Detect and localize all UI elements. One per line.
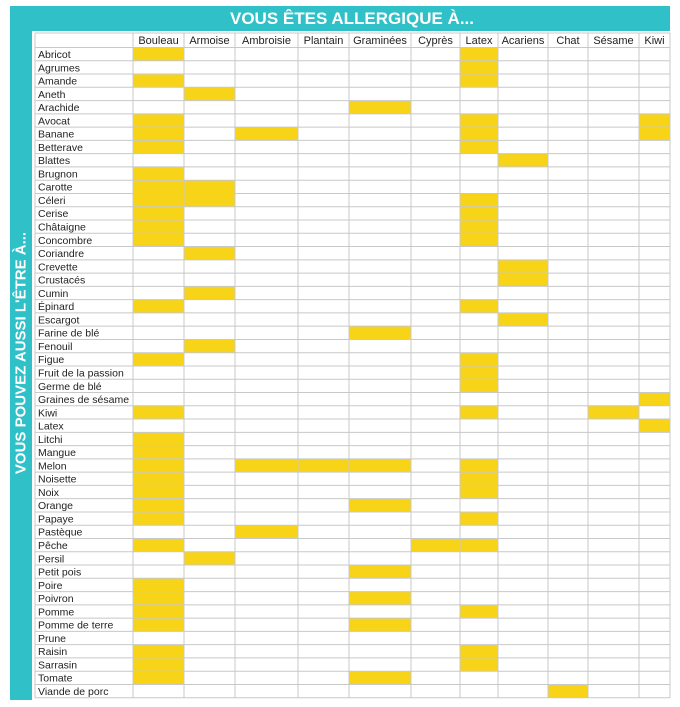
highlight-cell <box>460 645 498 658</box>
highlight-cell <box>235 525 298 538</box>
row-label: Farine de blé <box>38 327 100 340</box>
highlight-cell <box>133 485 184 498</box>
highlight-cell <box>133 618 184 631</box>
highlight-cell <box>498 313 548 326</box>
row-label: Amande <box>38 75 78 88</box>
row-label: Avocat <box>38 115 70 128</box>
highlight-cell <box>460 220 498 233</box>
row-label: Crevette <box>38 261 78 274</box>
highlight-cell <box>133 459 184 472</box>
row-label: Crustacés <box>38 274 86 287</box>
highlight-cell <box>133 233 184 246</box>
side-title: VOUS POUVEZ AUSSI L'ÊTRE À... <box>12 231 30 475</box>
highlight-cell <box>235 459 298 472</box>
column-header: Armoise <box>189 35 230 47</box>
column-header: Plantain <box>303 35 344 47</box>
highlight-cell <box>460 538 498 551</box>
row-label: Épinard <box>38 301 75 314</box>
highlight-cell <box>411 538 460 551</box>
highlight-cell <box>133 48 184 61</box>
row-label: Pomme <box>38 606 75 619</box>
highlight-cell <box>184 552 235 565</box>
highlight-cell <box>460 406 498 419</box>
highlight-cell <box>460 485 498 498</box>
highlight-cell <box>133 446 184 459</box>
row-label: Agrumes <box>38 62 81 75</box>
highlight-cell <box>133 671 184 684</box>
row-label: Litchi <box>38 433 63 446</box>
highlight-cell <box>460 512 498 525</box>
highlight-cell <box>184 247 235 260</box>
highlight-cell <box>349 101 411 114</box>
highlight-cell <box>349 618 411 631</box>
highlight-cell <box>349 671 411 684</box>
table-title: VOUS ÊTES ALLERGIQUE À... <box>229 9 474 28</box>
column-header: Acariens <box>501 35 545 47</box>
highlight-cell <box>133 140 184 153</box>
row-label: Châtaigne <box>38 221 86 234</box>
highlight-cell <box>133 180 184 193</box>
highlight-cell <box>460 74 498 87</box>
row-label: Prune <box>38 632 67 645</box>
row-label: Arachide <box>38 102 80 115</box>
highlight-cell <box>460 193 498 206</box>
highlight-cell <box>548 684 588 697</box>
highlight-cell <box>133 300 184 313</box>
row-label: Pêche <box>38 539 68 552</box>
highlight-cell <box>349 565 411 578</box>
row-label: Céleri <box>38 194 66 207</box>
highlight-cell <box>349 459 411 472</box>
row-label: Latex <box>38 420 64 433</box>
row-label: Pastèque <box>38 526 83 539</box>
row-label: Sarrasin <box>38 659 78 672</box>
highlight-cell <box>133 114 184 127</box>
highlight-cell <box>133 512 184 525</box>
row-label: Cumin <box>38 287 69 300</box>
row-label: Escargot <box>38 314 80 327</box>
highlight-cell <box>184 339 235 352</box>
highlight-cell <box>133 207 184 220</box>
highlight-cell <box>133 353 184 366</box>
highlight-cell <box>133 645 184 658</box>
highlight-cell <box>460 379 498 392</box>
row-label: Pomme de terre <box>38 619 114 632</box>
highlight-cell <box>133 499 184 512</box>
column-header: Latex <box>465 35 493 47</box>
highlight-cell <box>639 419 670 432</box>
column-header: Bouleau <box>138 35 179 47</box>
highlight-cell <box>133 406 184 419</box>
row-label: Fruit de la passion <box>38 367 124 380</box>
row-label: Concombre <box>38 234 93 247</box>
column-header: Kiwi <box>644 35 665 47</box>
row-label: Kiwi <box>38 407 58 420</box>
highlight-cell <box>460 61 498 74</box>
highlight-cell <box>133 167 184 180</box>
row-label: Petit pois <box>38 566 82 579</box>
row-label: Noisette <box>38 473 77 486</box>
highlight-cell <box>460 353 498 366</box>
highlight-cell <box>588 406 639 419</box>
highlight-cell <box>184 193 235 206</box>
highlight-cell <box>460 48 498 61</box>
highlight-cell <box>235 127 298 140</box>
highlight-cell <box>349 592 411 605</box>
row-label: Papaye <box>38 513 74 526</box>
highlight-cell <box>460 658 498 671</box>
highlight-cell <box>133 432 184 445</box>
highlight-cell <box>133 127 184 140</box>
highlight-cell <box>133 658 184 671</box>
highlight-cell <box>133 592 184 605</box>
highlight-cell <box>133 538 184 551</box>
highlight-cell <box>460 366 498 379</box>
highlight-cell <box>184 87 235 100</box>
row-label: Poivron <box>38 593 74 606</box>
highlight-cell <box>460 605 498 618</box>
highlight-cell <box>498 154 548 167</box>
row-label: Betterave <box>38 141 83 154</box>
highlight-cell <box>460 127 498 140</box>
row-label: Raisin <box>38 646 68 659</box>
row-label: Aneth <box>38 88 66 101</box>
highlight-cell <box>184 180 235 193</box>
highlight-cell <box>460 114 498 127</box>
row-label: Melon <box>38 460 67 473</box>
highlight-cell <box>133 578 184 591</box>
highlight-cell <box>133 193 184 206</box>
column-header: Cyprès <box>418 35 453 47</box>
highlight-cell <box>133 605 184 618</box>
row-label: Mangue <box>38 447 76 460</box>
row-label: Banane <box>38 128 75 141</box>
highlight-cell <box>639 114 670 127</box>
row-label: Tomate <box>38 672 73 685</box>
highlight-cell <box>460 300 498 313</box>
column-header: Sésame <box>593 35 634 47</box>
highlight-cell <box>639 127 670 140</box>
highlight-cell <box>460 233 498 246</box>
row-label: Viande de porc <box>38 685 109 698</box>
row-label: Coriandre <box>38 248 85 261</box>
highlight-cell <box>133 220 184 233</box>
highlight-cell <box>133 74 184 87</box>
row-label: Fenouil <box>38 340 73 353</box>
highlight-cell <box>498 260 548 273</box>
row-label: Germe de blé <box>38 380 102 393</box>
column-header: Chat <box>556 35 580 47</box>
highlight-cell <box>460 207 498 220</box>
row-label: Persil <box>38 553 65 566</box>
highlight-cell <box>349 326 411 339</box>
highlight-cell <box>460 472 498 485</box>
highlight-cell <box>498 273 548 286</box>
row-label: Abricot <box>38 49 71 61</box>
highlight-cell <box>133 472 184 485</box>
row-label: Blattes <box>38 155 71 168</box>
highlight-cell <box>639 393 670 406</box>
highlight-cell <box>298 459 349 472</box>
highlight-cell <box>460 459 498 472</box>
column-header: Ambroisie <box>242 35 291 47</box>
row-label: Poire <box>38 579 63 592</box>
row-label: Carotte <box>38 181 73 194</box>
row-label: Graines de sésame <box>38 394 130 407</box>
highlight-cell <box>460 140 498 153</box>
row-label: Cerise <box>38 208 69 221</box>
column-header: Graminées <box>353 35 407 47</box>
row-label: Figue <box>38 354 65 367</box>
highlight-cell <box>349 499 411 512</box>
row-label: Orange <box>38 500 74 513</box>
row-label: Brugnon <box>38 168 78 181</box>
highlight-cell <box>184 286 235 299</box>
row-label: Noix <box>38 486 60 499</box>
